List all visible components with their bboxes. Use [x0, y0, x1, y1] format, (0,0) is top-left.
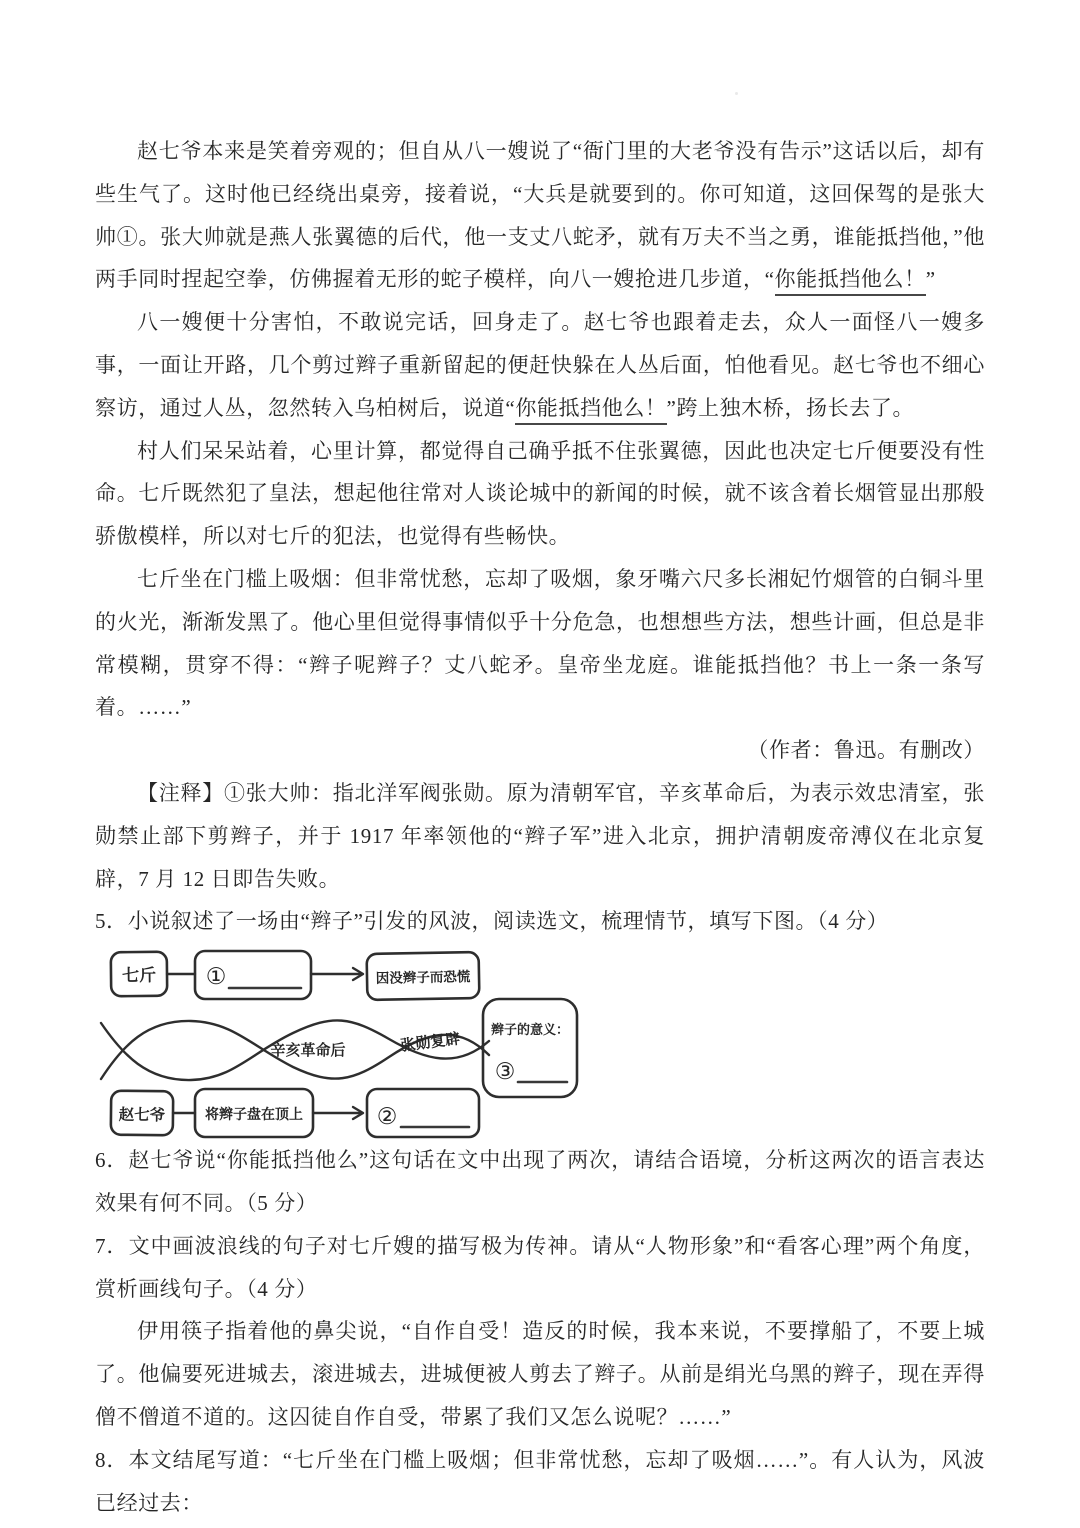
bottom-step-label: 将辫子盘在顶上 [205, 1108, 303, 1124]
blank-1-number: ① [205, 964, 227, 990]
timeline-label-right: 张勋复辟 [399, 1031, 462, 1055]
plot-flow-diagram [95, 943, 585, 1139]
underlined-phrase: 你能抵挡他么！ [775, 267, 926, 296]
top-actor-label: 七斤 [121, 965, 157, 986]
paragraph-text: 赵七爷本来是笑着旁观的；但自从八一嫂说了“衙门里的大老爷没有告示”这话以后，却有些生气了。这时他已经绕出桌旁，接着说，“大兵是就要到的。你可知道，这回保驾的是张大帅①。张大帅就是燕人张翼德的后代，他一支丈八蛇矛，就有万夫不当之勇，谁能抵挡他，”他两手同时捏起空拳，仿佛握着无形的蛇子模样，向八一嫂抢进几步道，“ [95, 139, 985, 292]
underlined-phrase: 你能抵挡他么！ [515, 396, 666, 425]
question-8: 8．本文结尾写道：“七斤坐在门槛上吸烟；但非常忧愁，忘却了吸烟……”。有人认为，风波已经过去： [95, 1447, 985, 1515]
question-6: 6．赵七爷说“你能抵挡他么”这句话在文中出现了两次，请结合语境，分析这两次的语言表达效果有何不同。（5 分） [95, 1148, 985, 1215]
blank-1-box [195, 951, 311, 999]
top-result-label: 因没辫子而恐慌 [375, 969, 471, 986]
timeline-label-left: 辛亥革命后 [270, 1043, 346, 1060]
story-paragraph-1 [95, 130, 985, 301]
arrow-connector [311, 968, 363, 980]
paragraph-text: ” [925, 267, 936, 292]
top-result-box [367, 952, 480, 1000]
story-paragraph-3: 村人们呆呆站着，心里计算，都觉得自己确乎抵不住张翼德，因此也决定七斤便要没有性命。七斤既然犯了皇法，想起他往常对人谈论城中的新闻的时候，就不该含着长烟管显出那般骄傲模样，所以对七斤的犯法，也觉得有些畅快。 [95, 438, 985, 549]
story-paragraph-2 [95, 301, 985, 429]
bottom-actor-label: 赵七爷 [118, 1106, 166, 1125]
arrow-connector [313, 1107, 363, 1119]
question-5: 5．小说叙述了一场由“辫子”引发的风波，阅读选文，梳理情节，填写下图。（4 分） [95, 909, 889, 934]
top-actor-box [111, 952, 167, 997]
blank-2-number: ② [376, 1104, 398, 1130]
scan-artifact [735, 92, 738, 95]
blank-3-number: ③ [494, 1059, 516, 1085]
footnote: 【注释】①张大帅：指北洋军阀张勋。原为清朝军官，辛亥革命后，为表示效忠清室，张勋禁止部下剪辫子，并于 1917 年率领他的“辫子军”进入北京，拥护清朝废帝溥仪在北京复辟，7 月 12 日即告失败。 [95, 780, 985, 891]
question-7: 7．文中画波浪线的句子对七斤嫂的描写极为传神。请从“人物形象”和“看客心理”两个角度，赏析画线句子。（4 分） [95, 1233, 985, 1301]
bottom-actor-box [111, 1091, 173, 1136]
bottom-step-box [195, 1089, 313, 1137]
paragraph-text: ”跨上独木桥，扬长去了。 [666, 395, 915, 420]
meaning-box [483, 999, 577, 1097]
story-paragraph-4: 七斤坐在门槛上吸烟：但非常忧愁，忘却了吸烟，象牙嘴六尺多长湘妃竹烟管的白铜斗里的火光，渐渐发黑了。他心里但觉得事情似乎十分危急，也想想些方法，想些计画，但总是非常模糊，贯穿不得：“辫子呢辫子？丈八蛇矛。皇帝坐龙庭。谁能抵挡他？书上一条一条写着。……” [95, 566, 985, 720]
excerpt-paragraph: 伊用筷子指着他的鼻尖说，“自作自受！造反的时候，我本来说，不要撑船了，不要上城了。他偏要死进城去，滚进城去，进城便被人剪去了辫子。从前是绢光乌黑的辫子，现在弄得僧不僧道不道的。这囚徒自作自受，带累了我们又怎么说呢？……” [95, 1319, 985, 1429]
blank-2-box [367, 1089, 479, 1137]
paragraph-text: 八一嫂便十分害怕，不敢说完话，回身走了。赵七爷也跟着走去，众人一面怪八一嫂多事，一面让开路，几个剪过辫子重新留起的便赶快躲在人丛后面，怕他看见。赵七爷也不细心察访，通过人丛，忽然转入乌柏树后，说道“ [95, 310, 985, 420]
author-credit: （作者：鲁迅。有删改） [747, 738, 985, 763]
meaning-title: 辫子的意义： [491, 1022, 570, 1038]
